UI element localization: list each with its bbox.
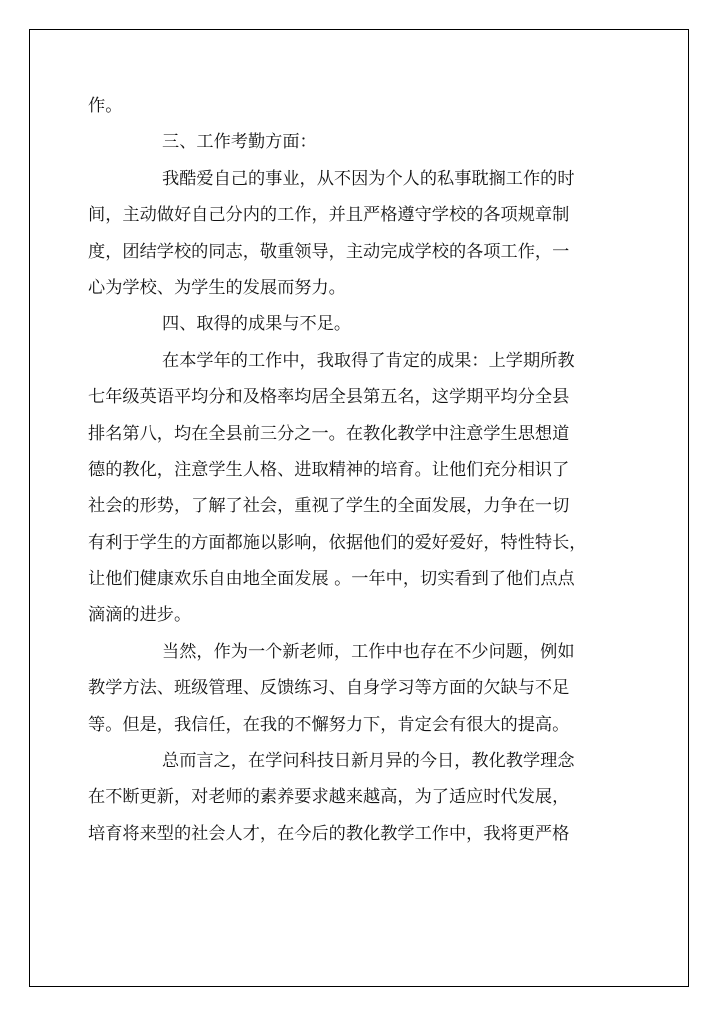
text-line: 我酷爱自己的事业，从不因为个人的私事耽搁工作的时 [162,168,575,189]
text-line: 间，主动做好自己分内的工作，并且严格遵守学校的各项规章制 [88,205,570,226]
text-line: 德的教化，注意学生人格、进取精神的培育。让他们充分相识了 [88,459,570,480]
text-line: 排名第八，均在全县前三分之一。在教化教学中注意学生思想道 [88,423,570,444]
text-line: 社会的形势，了解了社会，重视了学生的全面发展，力争在一切 [88,496,570,517]
document-body [88,88,633,852]
text-line: 让他们健康欢乐自由地全面发展 。一年中，切实看到了他们点点 [88,569,575,590]
text-line: 等。但是，我信任，在我的不懈努力下，肯定会有很大的提高。 [88,714,570,735]
text-line: 七年级英语平均分和及格率均居全县第五名，这学期平均分全县 [88,387,570,408]
text-line: 教学方法、班级管理、反馈练习、自身学习等方面的欠缺与不足 [88,678,570,699]
text-line: 当然，作为一个新老师，工作中也存在不少问题，例如 [162,641,575,662]
text-line: 滴滴的进步。 [88,605,192,626]
text-line: 度，团结学校的同志，敬重领导，主动完成学校的各项工作，一 [88,241,570,262]
text-line: 作。 [88,96,123,116]
text-line: 总而言之，在学问科技日新月异的今日，教化教学理念 [162,751,575,772]
text-line: 在不断更新，对老师的素养要求越来越高，为了适应时代发展， [88,787,570,808]
text-line: 心为学校、为学生的发展而努力。 [88,277,346,298]
section-heading-attendance: 三、工作考勤方面： [162,132,317,153]
text-line: 在本学年的工作中，我取得了肯定的成果：上学期所教 [162,350,575,371]
text-line: 培育将来型的社会人才，在今后的教化教学工作中，我将更严格 [88,823,570,844]
text-line: 有利于学生的方面都施以影响，依据他们的爱好爱好，特性特长， [88,532,587,553]
section-heading-results: 四、取得的成果与不足。 [162,314,352,335]
